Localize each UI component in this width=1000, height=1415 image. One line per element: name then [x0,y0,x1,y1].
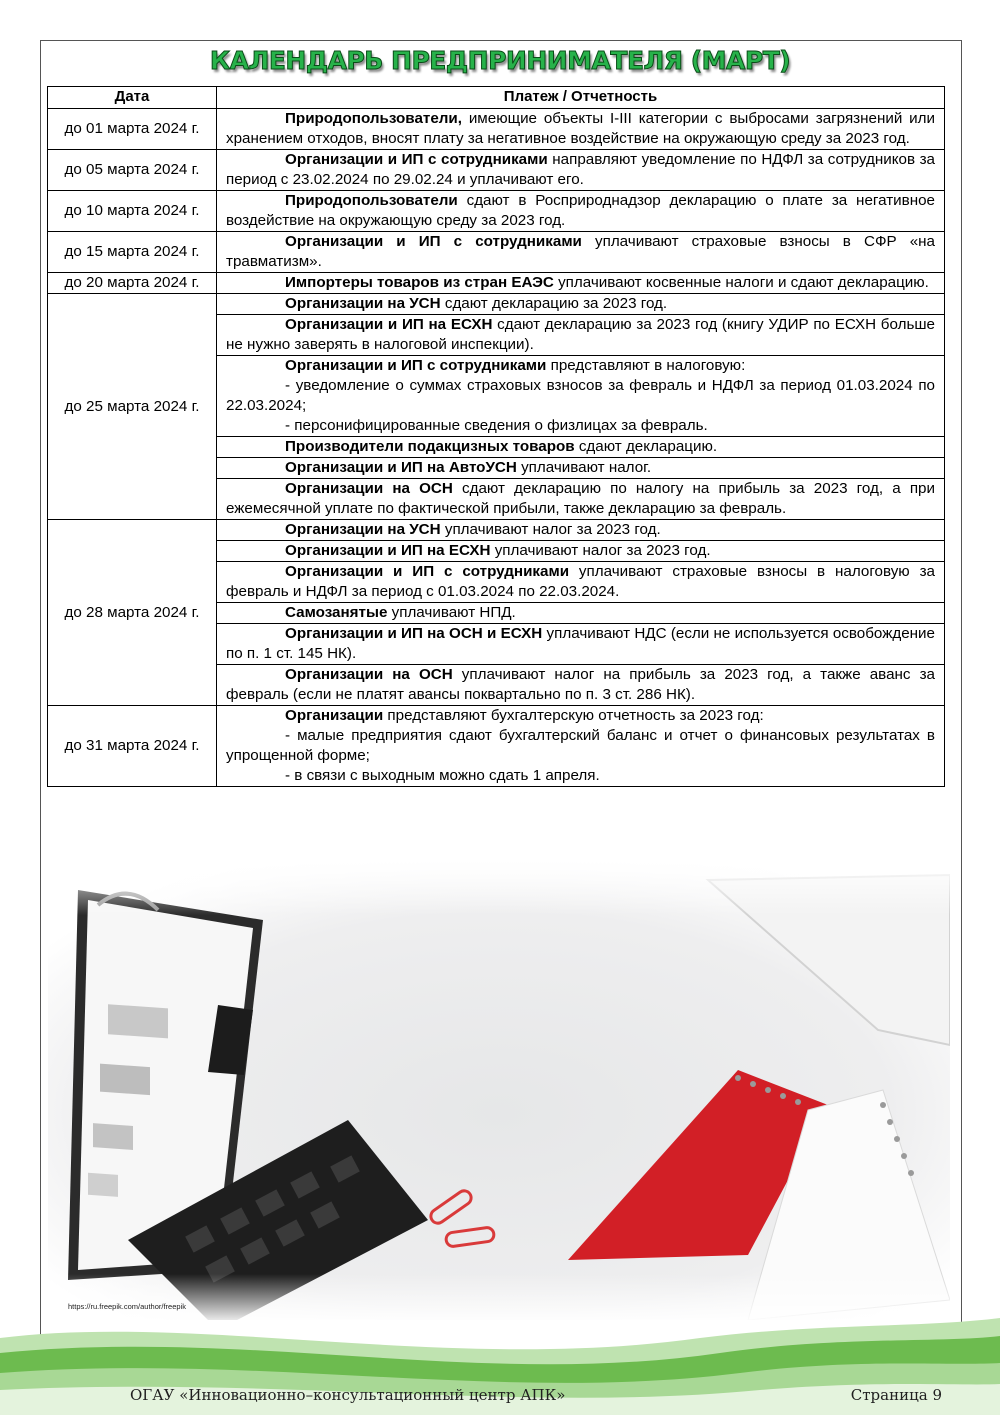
calendar-table [47,86,945,787]
payer-category: Организации и ИП с сотрудниками [285,151,548,168]
payment-description: сдают декларацию за 2023 год (книгу УДИР по ЕСХН больше не нужно заверять в налоговой инспекции). [226,316,935,353]
payment-description: уплачивают косвенные налоги и сдают декларацию. [553,274,929,291]
payer-category: Организации и ИП на ЕСХН [285,542,491,559]
payment-cell [217,603,945,624]
payer-category: Организации на ОСН [285,480,453,497]
payment-subitem: - персонифицированные сведения о физлицах за февраль. [285,417,708,434]
payment-text [226,706,935,726]
footer-organization: ОГАУ «Инновационно–консультационный центр АПК» [130,1386,566,1404]
date-cell: до 31 марта 2024 г. [48,706,217,787]
payment-description: уплачивают НПД. [387,604,516,621]
payer-category: Организации и ИП с сотрудниками [285,357,547,374]
payment-text [226,294,935,314]
payment-description: сдают декларацию. [574,438,718,455]
payer-category: Природопользователи [285,192,458,209]
payment-text [226,665,935,705]
payment-cell [217,109,945,150]
payment-description: уплачивают налог за 2023 год. [440,521,661,538]
payment-text [226,191,935,231]
date-cell: до 25 марта 2024 г. [48,294,217,520]
payer-category: Природопользователи, [285,110,462,127]
payment-text [226,458,935,478]
payment-text [226,356,935,376]
image-credit: https://ru.freepik.com/author/freepik [68,1302,186,1311]
payment-text [226,541,935,561]
table-row [48,150,945,191]
payment-cell [217,458,945,479]
payment-cell [217,479,945,520]
date-cell: до 15 марта 2024 г. [48,232,217,273]
payment-description: представляют бухгалтерскую отчетность за 2023 год: [383,707,764,724]
table-row [48,273,945,294]
payer-category: Организации и ИП с сотрудниками [285,233,582,250]
table-row [48,294,945,315]
table-row [48,109,945,150]
payer-category: Организации на ОСН [285,666,453,683]
payment-description: сдают в Росприроднадзор декларацию о плате за негативное воздействие на окружающую среду за 2023 год. [226,192,935,229]
footer-page-number: Страница 9 [850,1386,942,1404]
payment-description: уплачивают страховые взносы в СФР «на травматизм». [226,233,935,270]
payment-text [226,520,935,540]
payment-description: уплачивают налог на прибыль за 2023 год, а также аванс за февраль (если не платят авансы поквартально по п. 3 ст. 286 НК). [226,666,935,703]
payment-cell [217,520,945,541]
date-cell: до 20 марта 2024 г. [48,273,217,294]
payment-description: сдают декларацию по налогу на прибыль за 2023 год, а при ежемесячной уплате по фактической прибыли, также декларацию за февраль. [226,480,935,517]
payment-cell [217,541,945,562]
payer-category: Организации и ИП на АвтоУСН [285,459,517,476]
payer-category: Организации на УСН [285,295,441,312]
table-row [48,706,945,787]
office-desk-illustration [48,860,950,1320]
payment-text [226,603,935,623]
date-cell: до 10 марта 2024 г. [48,191,217,232]
payment-cell [217,562,945,603]
payment-cell [217,191,945,232]
page-title: КАЛЕНДАРЬ ПРЕДПРИНИМАТЕЛЯ (МАРТ) [209,46,791,75]
payer-category: Организации и ИП с сотрудниками [285,563,570,580]
date-cell: до 05 марта 2024 г. [48,150,217,191]
payment-cell [217,273,945,294]
payer-category: Самозанятые [285,604,388,621]
payment-cell [217,356,945,437]
date-cell: до 28 марта 2024 г. [48,520,217,706]
date-column-header: Дата [48,87,217,109]
payment-subitem: - малые предприятия сдают бухгалтерский баланс и отчет о финансовых результатах в упрощенной форме; [226,727,935,764]
payer-category: Импортеры товаров из стран ЕАЭС [285,274,554,291]
payment-description: представляют в налоговую: [546,357,746,374]
payment-description: уплачивают НДС (если не используется освобождение по п. 1 ст. 145 НК). [226,625,935,662]
table-row [48,191,945,232]
payment-cell [217,232,945,273]
payer-category: Организации на УСН [285,521,441,538]
payment-cell [217,706,945,787]
payment-description: уплачивают налог за 2023 год. [490,542,711,559]
payer-category: Организации и ИП на ЕСХН [285,316,493,333]
table-row [48,232,945,273]
payment-description: направляют уведомление по НДФЛ за сотрудников за период с 23.02.2024 по 29.02.24 и уплачивают его. [226,151,935,188]
payment-text [226,624,935,664]
payment-cell [217,624,945,665]
payment-cell [217,150,945,191]
payment-description: сдают декларацию за 2023 год. [440,295,668,312]
payment-description: имеющие объекты I-III категории с выбросами загрязнений или хранением отходов, вносят плату за негативное воздействие на окружающую среду за 2023 год. [226,110,935,147]
payment-text [226,562,935,602]
payment-text [226,437,935,457]
payment-column-header: Платеж / Отчетность [217,87,945,109]
payment-text [226,273,935,293]
payment-description: уплачивают налог. [516,459,652,476]
payer-category: Организации [285,707,384,724]
payment-description: уплачивают страховые взносы в налоговую за февраль и НДФЛ за период с 01.03.2024 по 22.03.2024. [226,563,935,600]
payment-text [226,232,935,272]
payment-text [226,315,935,355]
payer-category: Организации и ИП на ОСН и ЕСХН [285,625,543,642]
date-cell: до 01 марта 2024 г. [48,109,217,150]
payment-cell [217,294,945,315]
table-header-row [48,87,945,109]
payment-text [226,109,935,149]
payment-cell [217,437,945,458]
table-row [48,520,945,541]
payment-text [226,150,935,190]
payer-category: Производители подакцизных товаров [285,438,575,455]
payment-cell [217,665,945,706]
payment-cell [217,315,945,356]
payment-text [226,479,935,519]
payment-subitem: - в связи с выходным можно сдать 1 апреля. [285,767,600,784]
payment-subitem: - уведомление о суммах страховых взносов за февраль и НДФЛ за период 01.03.2024 по 22.03.2024; [226,377,935,414]
